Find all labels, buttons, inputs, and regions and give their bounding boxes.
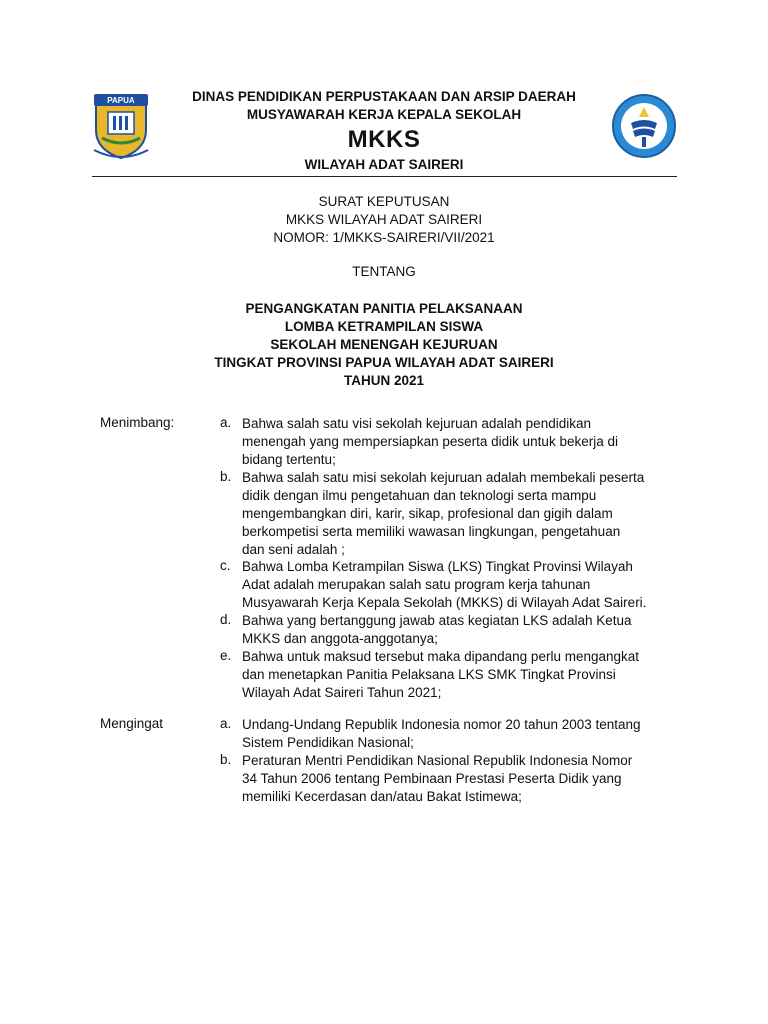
letterhead-agency: DINAS PENDIDIKAN PERPUSTAKAAN DAN ARSIP DAERAH: [192, 89, 576, 104]
decree-subject-line: PENGANGKATAN PANITIA PELAKSANAAN: [245, 301, 523, 316]
menimbang-item-text: [242, 415, 682, 469]
text-line: Bahwa untuk maksud tersebut maka dipandang perlu mengangkat: [242, 649, 640, 664]
menimbang-item-letter: e.: [220, 648, 232, 663]
text-line: Bahwa yang bertanggung jawab atas kegiatan LKS adalah Ketua: [242, 613, 632, 628]
text-line: menengah yang mempersiapkan peserta didik untuk bekerja di: [242, 434, 618, 449]
decree-subject-line: LOMBA KETRAMPILAN SISWA: [284, 319, 484, 334]
mengingat-item-letter: b.: [220, 752, 232, 767]
decree-about: TENTANG: [352, 264, 416, 279]
menimbang-item-letter: a.: [220, 415, 232, 430]
text-line: memiliki Kecerdasan dan/atau Bakat Istimewa;: [242, 789, 522, 804]
text-line: Sistem Pendidikan Nasional;: [242, 735, 414, 750]
text-line: mengembangkan diri, karir, sikap, profesional dan gigih dalam: [242, 506, 613, 521]
menimbang-item-text: [242, 612, 682, 648]
decree-type: SURAT KEPUTUSAN: [318, 194, 450, 209]
text-line: dan menetapkan Panitia Pelaksana LKS SMK Tingkat Provinsi: [242, 667, 616, 682]
text-line: Bahwa salah satu visi sekolah kejuruan adalah pendidikan: [242, 416, 591, 431]
text-line: 34 Tahun 2006 tentang Pembinaan Prestasi Peserta Didik yang: [242, 771, 622, 786]
papua-logo-label: PAPUA: [107, 96, 135, 105]
papua-crest-logo: [88, 90, 154, 162]
text-line: Bahwa Lomba Ketrampilan Siswa (LKS) Tingkat Provinsi Wilayah: [242, 559, 633, 574]
text-line: berkompetisi serta memiliki wawasan lingkungan, pengetahuan: [242, 524, 621, 539]
text-line: MKKS dan anggota-anggotanya;: [242, 631, 438, 646]
letterhead-divider: [92, 176, 677, 177]
menimbang-item-letter: c.: [220, 558, 231, 573]
menimbang-item-text: [242, 558, 682, 612]
text-line: didik dengan ilmu pengetahuan dan teknologi serta mampu: [242, 488, 597, 503]
menimbang-item-letter: b.: [220, 469, 232, 484]
letterhead-forum: MUSYAWARAH KERJA KEPALA SEKOLAH: [246, 107, 522, 122]
text-line: Peraturan Mentri Pendidikan Nasional Republik Indonesia Nomor: [242, 753, 633, 768]
text-line: dan seni adalah ;: [242, 542, 345, 557]
menimbang-label: Menimbang:: [100, 415, 175, 430]
mengingat-item-text: [242, 752, 682, 806]
letterhead-title: MKKS: [347, 126, 421, 153]
letterhead-region: WILAYAH ADAT SAIRERI: [304, 157, 464, 172]
decree-number: NOMOR: 1/MKKS-SAIRERI/VII/2021: [273, 230, 495, 245]
mengingat-item-text: [242, 716, 682, 752]
decree-subject-line: TINGKAT PROVINSI PAPUA WILAYAH ADAT SAIRERI: [214, 355, 554, 370]
tut-wuri-handayani-logo: [611, 93, 677, 159]
decree-subject-line: TAHUN 2021: [343, 373, 425, 388]
text-line: bidang tertentu;: [242, 452, 336, 467]
menimbang-item-text: [242, 648, 682, 702]
menimbang-item-text: [242, 469, 682, 559]
text-line: Wilayah Adat Saireri Tahun 2021;: [242, 685, 442, 700]
menimbang-item-letter: d.: [220, 612, 232, 627]
decree-issuer: MKKS WILAYAH ADAT SAIRERI: [285, 212, 483, 227]
mengingat-item-letter: a.: [220, 716, 232, 731]
mengingat-label: Mengingat: [100, 716, 164, 731]
text-line: Adat adalah merupakan salah satu program kerja tahunan: [242, 577, 591, 592]
text-line: Musyawarah Kerja Kepala Sekolah (MKKS) di Wilayah Adat Saireri.: [242, 595, 647, 610]
text-line: Bahwa salah satu misi sekolah kejuruan adalah membekali peserta: [242, 470, 645, 485]
decree-subject-line: SEKOLAH MENENGAH KEJURUAN: [270, 337, 498, 352]
text-line: Undang-Undang Republik Indonesia nomor 20 tahun 2003 tentang: [242, 717, 641, 732]
